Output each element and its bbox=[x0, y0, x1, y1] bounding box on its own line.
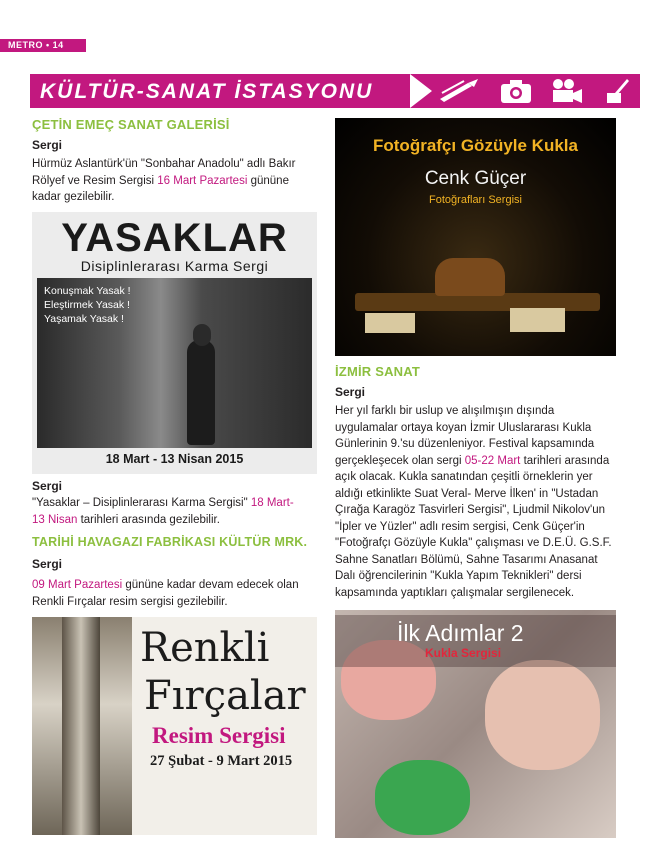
section-subheading: Sergi bbox=[32, 557, 63, 571]
poster-subtitle: Kukla Sergisi bbox=[425, 646, 502, 660]
camera-icon bbox=[499, 77, 533, 105]
poster-title-line2: Fırçalar bbox=[144, 673, 306, 719]
exhibit-description: Her yıl farklı bir uslup ve alışılmışın dışında uygulamalar ortaya koyan İzmir Uluslararası Kukla Günlerinin 9.'su düzenleniyor. Festival kapsamında gerçekleşecek olan sergi 05-22 Mart tarihleri arasında açık olacak. Kukla sanatından çeşitli örneklerin yer aldığı etkinlikte Suat Veral- Merve İlken' in "Ustadan Çırağa Karagöz Tasvirleri Sergisi", Ljudmil Nikolov'un "İpler ve Yüzler" adlı resim sergisi, Cenk Güçer'in "Fotoğrafçı Gözüyle Kukla" çalışması ve D.E.Ü. G.S.F. Sahne Sanatları Bölümü, Sahne Tasarımı Anasanat Dalı öğrencilerinin "Kukla Yapım Teknikleri" dersi kapsamında yaptıkları çalışmalar sergilenecek. bbox=[335, 405, 612, 599]
yasaklar-poster bbox=[32, 212, 317, 474]
izmir-sanat-heading: İZMİR SANAT bbox=[335, 364, 421, 379]
poster-dates: 27 Şubat - 9 Mart 2015 bbox=[150, 753, 293, 769]
exhibit-description: "Yasaklar – Disiplinlerarası Karma Sergisi" 18 Mart- 13 Nisan tarihleri arasında gezilebilir. bbox=[32, 497, 294, 526]
film-camera-icon bbox=[550, 77, 584, 105]
poster-subtitle: Resim Sergisi bbox=[152, 723, 286, 748]
poster-title: YASAKLAR bbox=[61, 216, 288, 260]
section-subheading: Sergi bbox=[335, 385, 366, 399]
gallery-heading: ÇETİN EMEÇ SANAT GALERİSİ bbox=[32, 117, 230, 132]
poster-dates: 18 Mart - 13 Nisan 2015 bbox=[105, 452, 244, 466]
section-title: KÜLTÜR-SANAT İSTASYONU bbox=[40, 80, 374, 103]
puppet-face bbox=[375, 760, 470, 835]
ilk-adimlar-poster bbox=[335, 610, 616, 838]
section-subheading: Sergi bbox=[32, 479, 63, 493]
brush-illustration bbox=[32, 617, 132, 835]
brush-icon bbox=[438, 77, 482, 105]
kukla-photo-poster bbox=[335, 118, 616, 356]
poster-title-line1: Renkli bbox=[140, 625, 270, 671]
poster-artist: Cenk Güçer bbox=[424, 168, 527, 189]
section-subheading: Sergi bbox=[32, 138, 63, 152]
poster-title: İlk Adımlar 2 bbox=[397, 620, 524, 646]
havagazi-heading: TARİHİ HAVAGAZI FABRİKASI KÜLTÜR MRK. bbox=[32, 535, 308, 549]
poster-subtitle: Disiplinlerarası Karma Sergi bbox=[80, 258, 269, 274]
poster-title: Fotoğrafçı Gözüyle Kukla bbox=[373, 136, 578, 155]
page-number-tag: METRO • 14 bbox=[0, 39, 86, 52]
exhibit-description: 09 Mart Pazartesi gününe kadar devam edecek olan Renkli Fırçalar resim sergisi gezilebilir. bbox=[32, 579, 299, 608]
poster-slogans: Konuşmak Yasak ! Eleştirmek Yasak ! Yaşamak Yasak ! bbox=[44, 285, 131, 325]
banner-arrow bbox=[410, 74, 432, 108]
section-banner bbox=[30, 74, 640, 108]
poster-subtitle: Fotoğrafları Sergisi bbox=[429, 194, 522, 206]
renkli-fircalar-poster bbox=[32, 617, 317, 835]
inkwell-quill-icon bbox=[601, 77, 631, 105]
exhibit-description: Hürmüz Aslantürk'ün "Sonbahar Anadolu" adlı Bakır Rölyef ve Resim Sergisi 16 Mart Pazartesi gününe kadar gezilebilir. bbox=[32, 158, 296, 203]
puppet-face bbox=[485, 660, 600, 770]
